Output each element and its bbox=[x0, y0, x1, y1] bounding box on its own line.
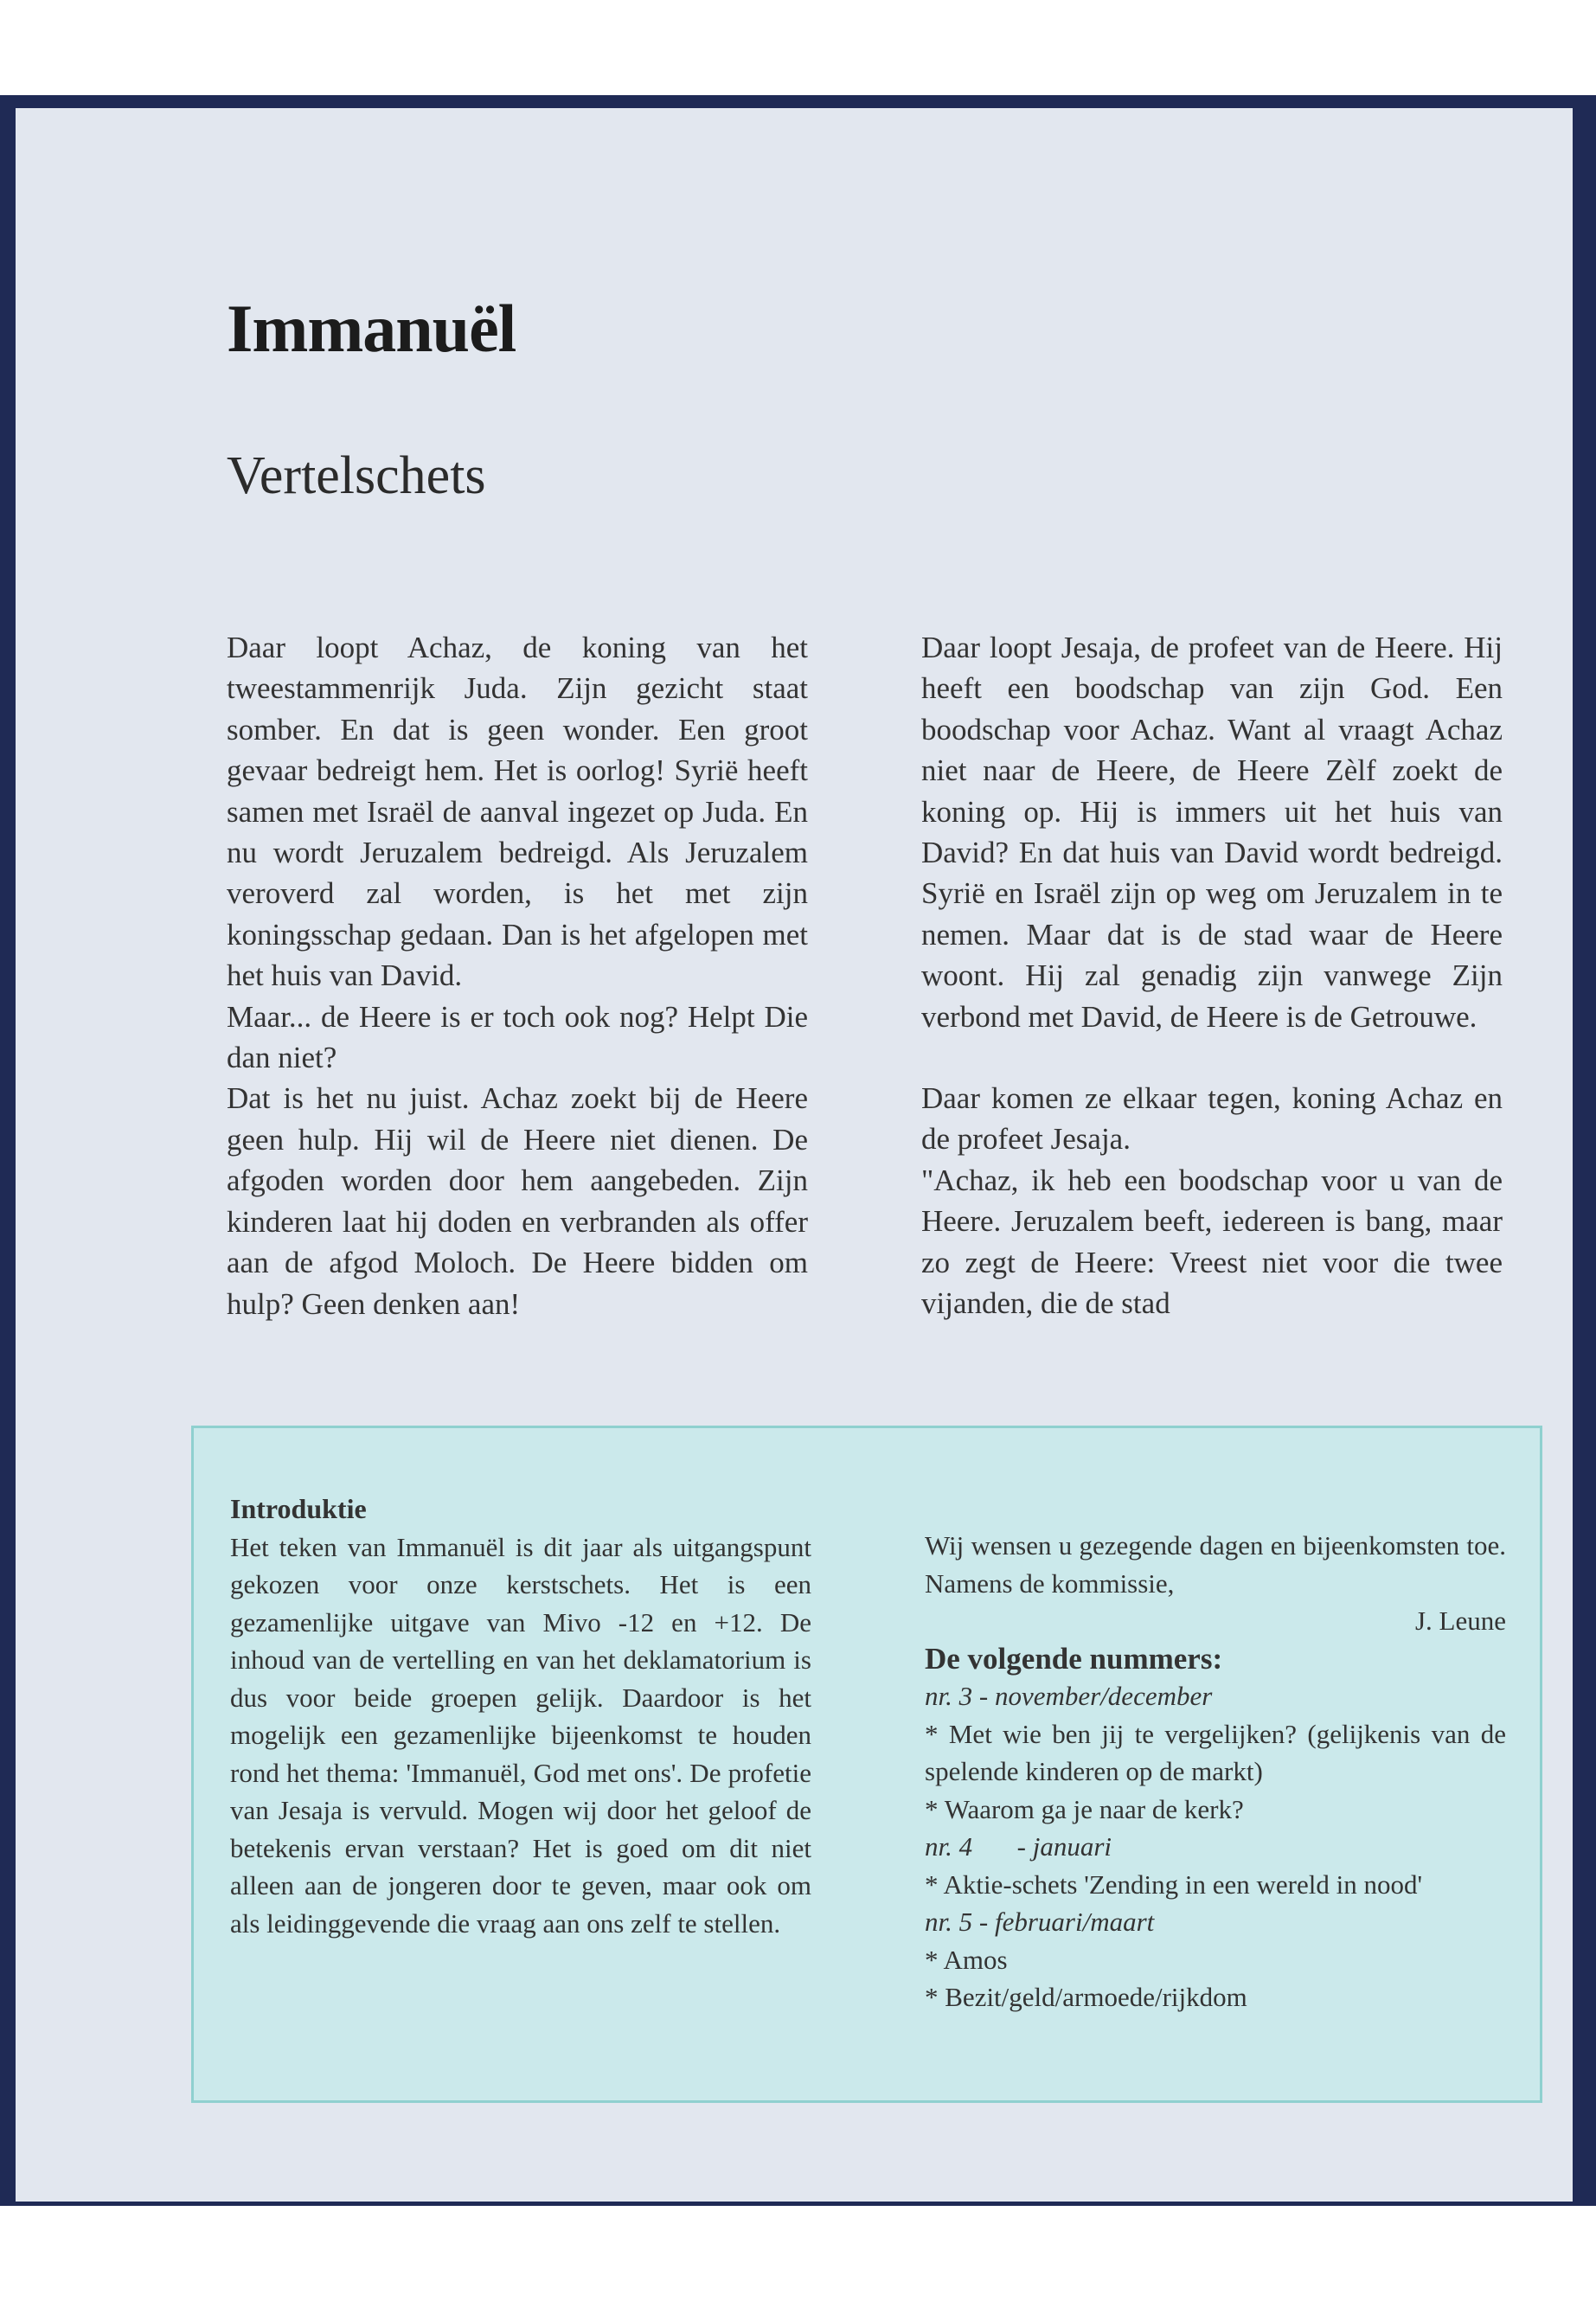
intro-column bbox=[230, 1490, 811, 1942]
issue-number: nr. 3 bbox=[925, 1681, 973, 1711]
article-title: Immanuël bbox=[227, 291, 516, 366]
info-column bbox=[925, 1527, 1506, 2016]
issue-item: * Met wie ben jij te vergelijken? (gelijkenis van de spelende kinderen op de markt) bbox=[925, 1718, 1506, 1786]
story-paragraph: "Achaz, ik heb een boodschap voor u van de Heere. Jeruzalem beeft, iedereen is bang, maar zo zegt de Heere: Vreest niet voor die twee vijanden, die de stad bbox=[921, 1163, 1503, 1321]
story-paragraph: Daar loopt Jesaja, de profeet van de Heere. Hij heeft een boodschap van zijn God. Een boodschap voor Achaz. Want al vraagt Achaz niet naar de Heere, de Heere Zèlf zoekt de koning op. Hij is immers uit het huis van David? En dat huis van David wordt bedreigd. Syrië en Israël zijn op weg om Jeruzalem in te nemen. Maar dat is de stad waar de Heere woont. Hij zal genadig zijn vanwege Zijn verbond met David, de Heere is de Getrouwe. bbox=[921, 631, 1503, 1034]
issue-number: nr. 4 bbox=[925, 1831, 973, 1862]
issue-item: * Waarom ga je naar de kerk? bbox=[925, 1793, 1244, 1824]
intro-body: Het teken van Immanuël is dit jaar als uitgangspunt gekozen voor onze kerstschets. Het is een gezamenlijke uitgave van Mivo -12 en +12. De inhoud van de vertelling en van het deklamatorium is dus voor beide groepen gelijk. Daardoor is het mogelijk een gezamenlijke bijeenkomst te houden rond het thema: 'Immanuël, God met ons'. De profetie van Jesaja is vervuld. Mogen wij door het geloof de betekenis ervan verstaan? Het is goed om dit niet alleen aan de jongeren door te geven, maar ook om als leidinggevende die vraag aan ons zelf te stellen. bbox=[230, 1531, 811, 1939]
signature: J. Leune bbox=[1414, 1606, 1506, 1636]
wishes-text: Wij wensen u gezegende dagen en bijeenkomsten toe. Namens de kommissie, bbox=[925, 1530, 1506, 1599]
article-subtitle: Vertelschets bbox=[227, 446, 486, 505]
issue-item: * Aktie-schets 'Zending in een wereld in nood' bbox=[925, 1868, 1423, 1900]
issue-period: november/december bbox=[994, 1681, 1213, 1711]
story-column-left bbox=[227, 627, 808, 1324]
intro-box bbox=[191, 1426, 1542, 2103]
story-paragraph: Dat is het nu juist. Achaz zoekt bij de Heere geen hulp. Hij wil de Heere niet dienen. De afgoden worden door hem aangebeden. Zijn kinderen laat hij doden en verbranden als offer aan de afgod Moloch. De Heere bidden om hulp? Geen denken aan! bbox=[227, 1081, 808, 1321]
issue-label bbox=[925, 1903, 1506, 1941]
intro-heading: Introduktie bbox=[230, 1493, 367, 1524]
issue-dash: - bbox=[1016, 1831, 1033, 1862]
paragraph-gap bbox=[921, 1037, 1503, 1078]
issue-period: februari/maart bbox=[994, 1907, 1155, 1937]
next-issues-heading: De volgende nummers: bbox=[925, 1641, 1223, 1676]
issue-dash: - bbox=[978, 1907, 995, 1937]
issue-item: * Bezit/geld/armoede/rijkdom bbox=[925, 1982, 1247, 2012]
story-paragraph: Maar... de Heere is er toch ook nog? Helpt Die dan niet? bbox=[227, 999, 808, 1075]
issue-period: januari bbox=[1032, 1831, 1112, 1862]
issue-number: nr. 5 bbox=[925, 1907, 973, 1937]
issue-label bbox=[925, 1677, 1506, 1715]
story-paragraph: Daar loopt Achaz, de koning van het tweestammenrijk Juda. Zijn gezicht staat somber. En dat is geen wonder. Een groot gevaar bedreigt hem. Het is oorlog! Syrië heeft samen met Israël de aanval ingezet op Juda. En nu wordt Jeruzalem bedreigd. Als Jeruzalem veroverd zal worden, is het met zijn koningsschap gedaan. Dan is het afgelopen met het huis van David. bbox=[227, 631, 808, 993]
story-column-right bbox=[921, 627, 1503, 1324]
issue-item: * Amos bbox=[925, 1944, 1008, 1975]
story-paragraph: Daar komen ze elkaar tegen, koning Achaz en de profeet Jesaja. bbox=[921, 1081, 1503, 1157]
issue-dash: - bbox=[978, 1681, 995, 1711]
issue-label bbox=[925, 1828, 1506, 1866]
